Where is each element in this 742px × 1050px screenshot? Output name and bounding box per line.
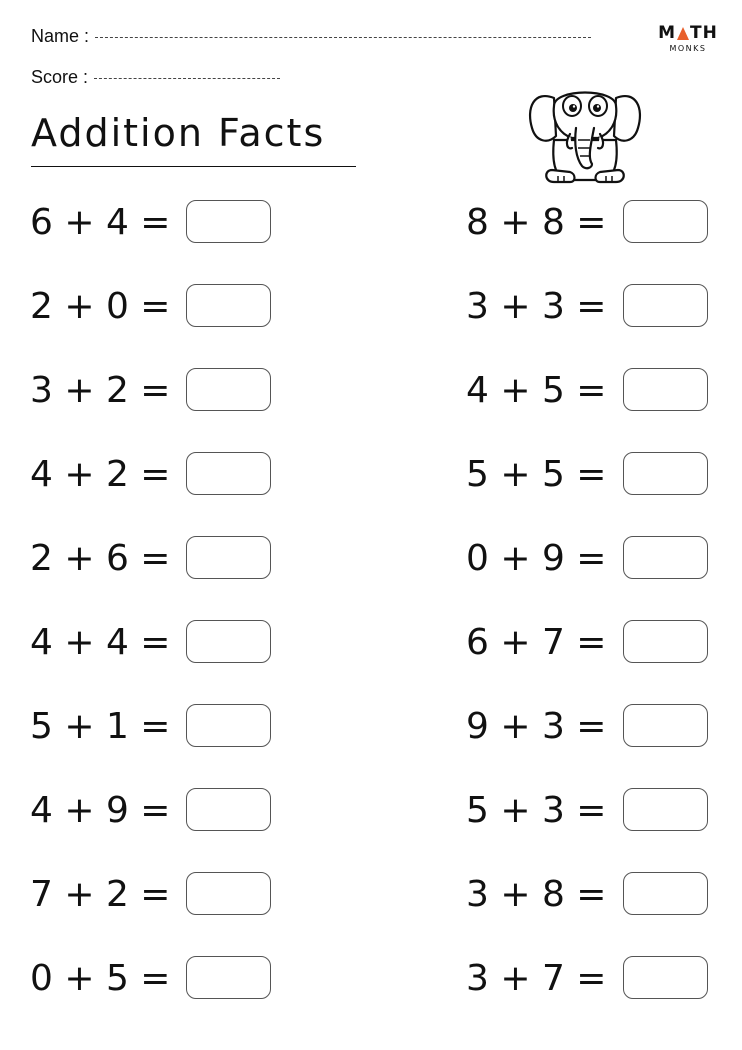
answer-box[interactable] [186, 536, 271, 579]
logo-triangle-icon [677, 27, 689, 40]
answer-box[interactable] [623, 788, 708, 831]
addition-problem [466, 702, 742, 752]
addition-problem [466, 282, 742, 332]
math-monks-logo [648, 24, 728, 53]
answer-box[interactable] [623, 536, 708, 579]
answer-box[interactable] [623, 284, 708, 327]
logo-letter-m: M [658, 23, 677, 43]
problem-expression: 4 + 5 = [466, 370, 607, 411]
answer-box[interactable] [623, 452, 708, 495]
name-label: Name : [31, 26, 90, 46]
score-field[interactable] [31, 67, 280, 88]
addition-problem [30, 282, 330, 332]
problem-expression: 4 + 4 = [30, 622, 171, 663]
problem-expression: 2 + 6 = [30, 538, 171, 579]
answer-box[interactable] [623, 704, 708, 747]
addition-problem [30, 954, 330, 1004]
name-field[interactable] [31, 26, 591, 47]
addition-problem [30, 618, 330, 668]
addition-problem [466, 786, 742, 836]
logo-letters-th: TH [690, 23, 718, 43]
score-label: Score : [31, 67, 89, 87]
answer-box[interactable] [623, 872, 708, 915]
problem-expression: 2 + 0 = [30, 286, 171, 327]
addition-problem [30, 870, 330, 920]
title-underline [31, 166, 356, 167]
problem-expression: 9 + 3 = [466, 706, 607, 747]
addition-problem [466, 198, 742, 248]
problem-expression: 5 + 1 = [30, 706, 171, 747]
answer-box[interactable] [623, 368, 708, 411]
addition-problem [30, 198, 330, 248]
problem-expression: 5 + 3 = [466, 790, 607, 831]
answer-box[interactable] [186, 956, 271, 999]
name-blank-line[interactable] [95, 36, 591, 38]
addition-problem [466, 450, 742, 500]
addition-problem [30, 534, 330, 584]
elephant-icon [524, 78, 646, 186]
problem-expression: 0 + 9 = [466, 538, 607, 579]
problem-expression: 4 + 9 = [30, 790, 171, 831]
problem-expression: 6 + 4 = [30, 202, 171, 243]
addition-problem [30, 366, 330, 416]
addition-problem [466, 954, 742, 1004]
answer-box[interactable] [623, 956, 708, 999]
problem-expression: 3 + 7 = [466, 958, 607, 999]
addition-problem [466, 618, 742, 668]
problem-expression: 5 + 5 = [466, 454, 607, 495]
answer-box[interactable] [186, 704, 271, 747]
answer-box[interactable] [623, 200, 708, 243]
answer-box[interactable] [186, 872, 271, 915]
worksheet-title: Addition Facts [31, 111, 326, 155]
addition-problem [466, 366, 742, 416]
score-blank-line[interactable] [94, 77, 280, 79]
problem-expression: 3 + 2 = [30, 370, 171, 411]
answer-box[interactable] [186, 788, 271, 831]
problem-expression: 3 + 8 = [466, 874, 607, 915]
problem-expression: 3 + 3 = [466, 286, 607, 327]
answer-box[interactable] [186, 368, 271, 411]
addition-problem [30, 786, 330, 836]
logo-subtitle: MONKS [669, 44, 707, 53]
answer-box[interactable] [186, 200, 271, 243]
problem-expression: 0 + 5 = [30, 958, 171, 999]
problem-expression: 6 + 7 = [466, 622, 607, 663]
addition-problem [30, 702, 330, 752]
addition-problem [466, 870, 742, 920]
logo-wordmark [648, 24, 728, 42]
addition-problem [30, 450, 330, 500]
problem-expression: 8 + 8 = [466, 202, 607, 243]
answer-box[interactable] [186, 620, 271, 663]
problem-expression: 4 + 2 = [30, 454, 171, 495]
problem-expression: 7 + 2 = [30, 874, 171, 915]
answer-box[interactable] [186, 452, 271, 495]
answer-box[interactable] [623, 620, 708, 663]
answer-box[interactable] [186, 284, 271, 327]
addition-problem [466, 534, 742, 584]
